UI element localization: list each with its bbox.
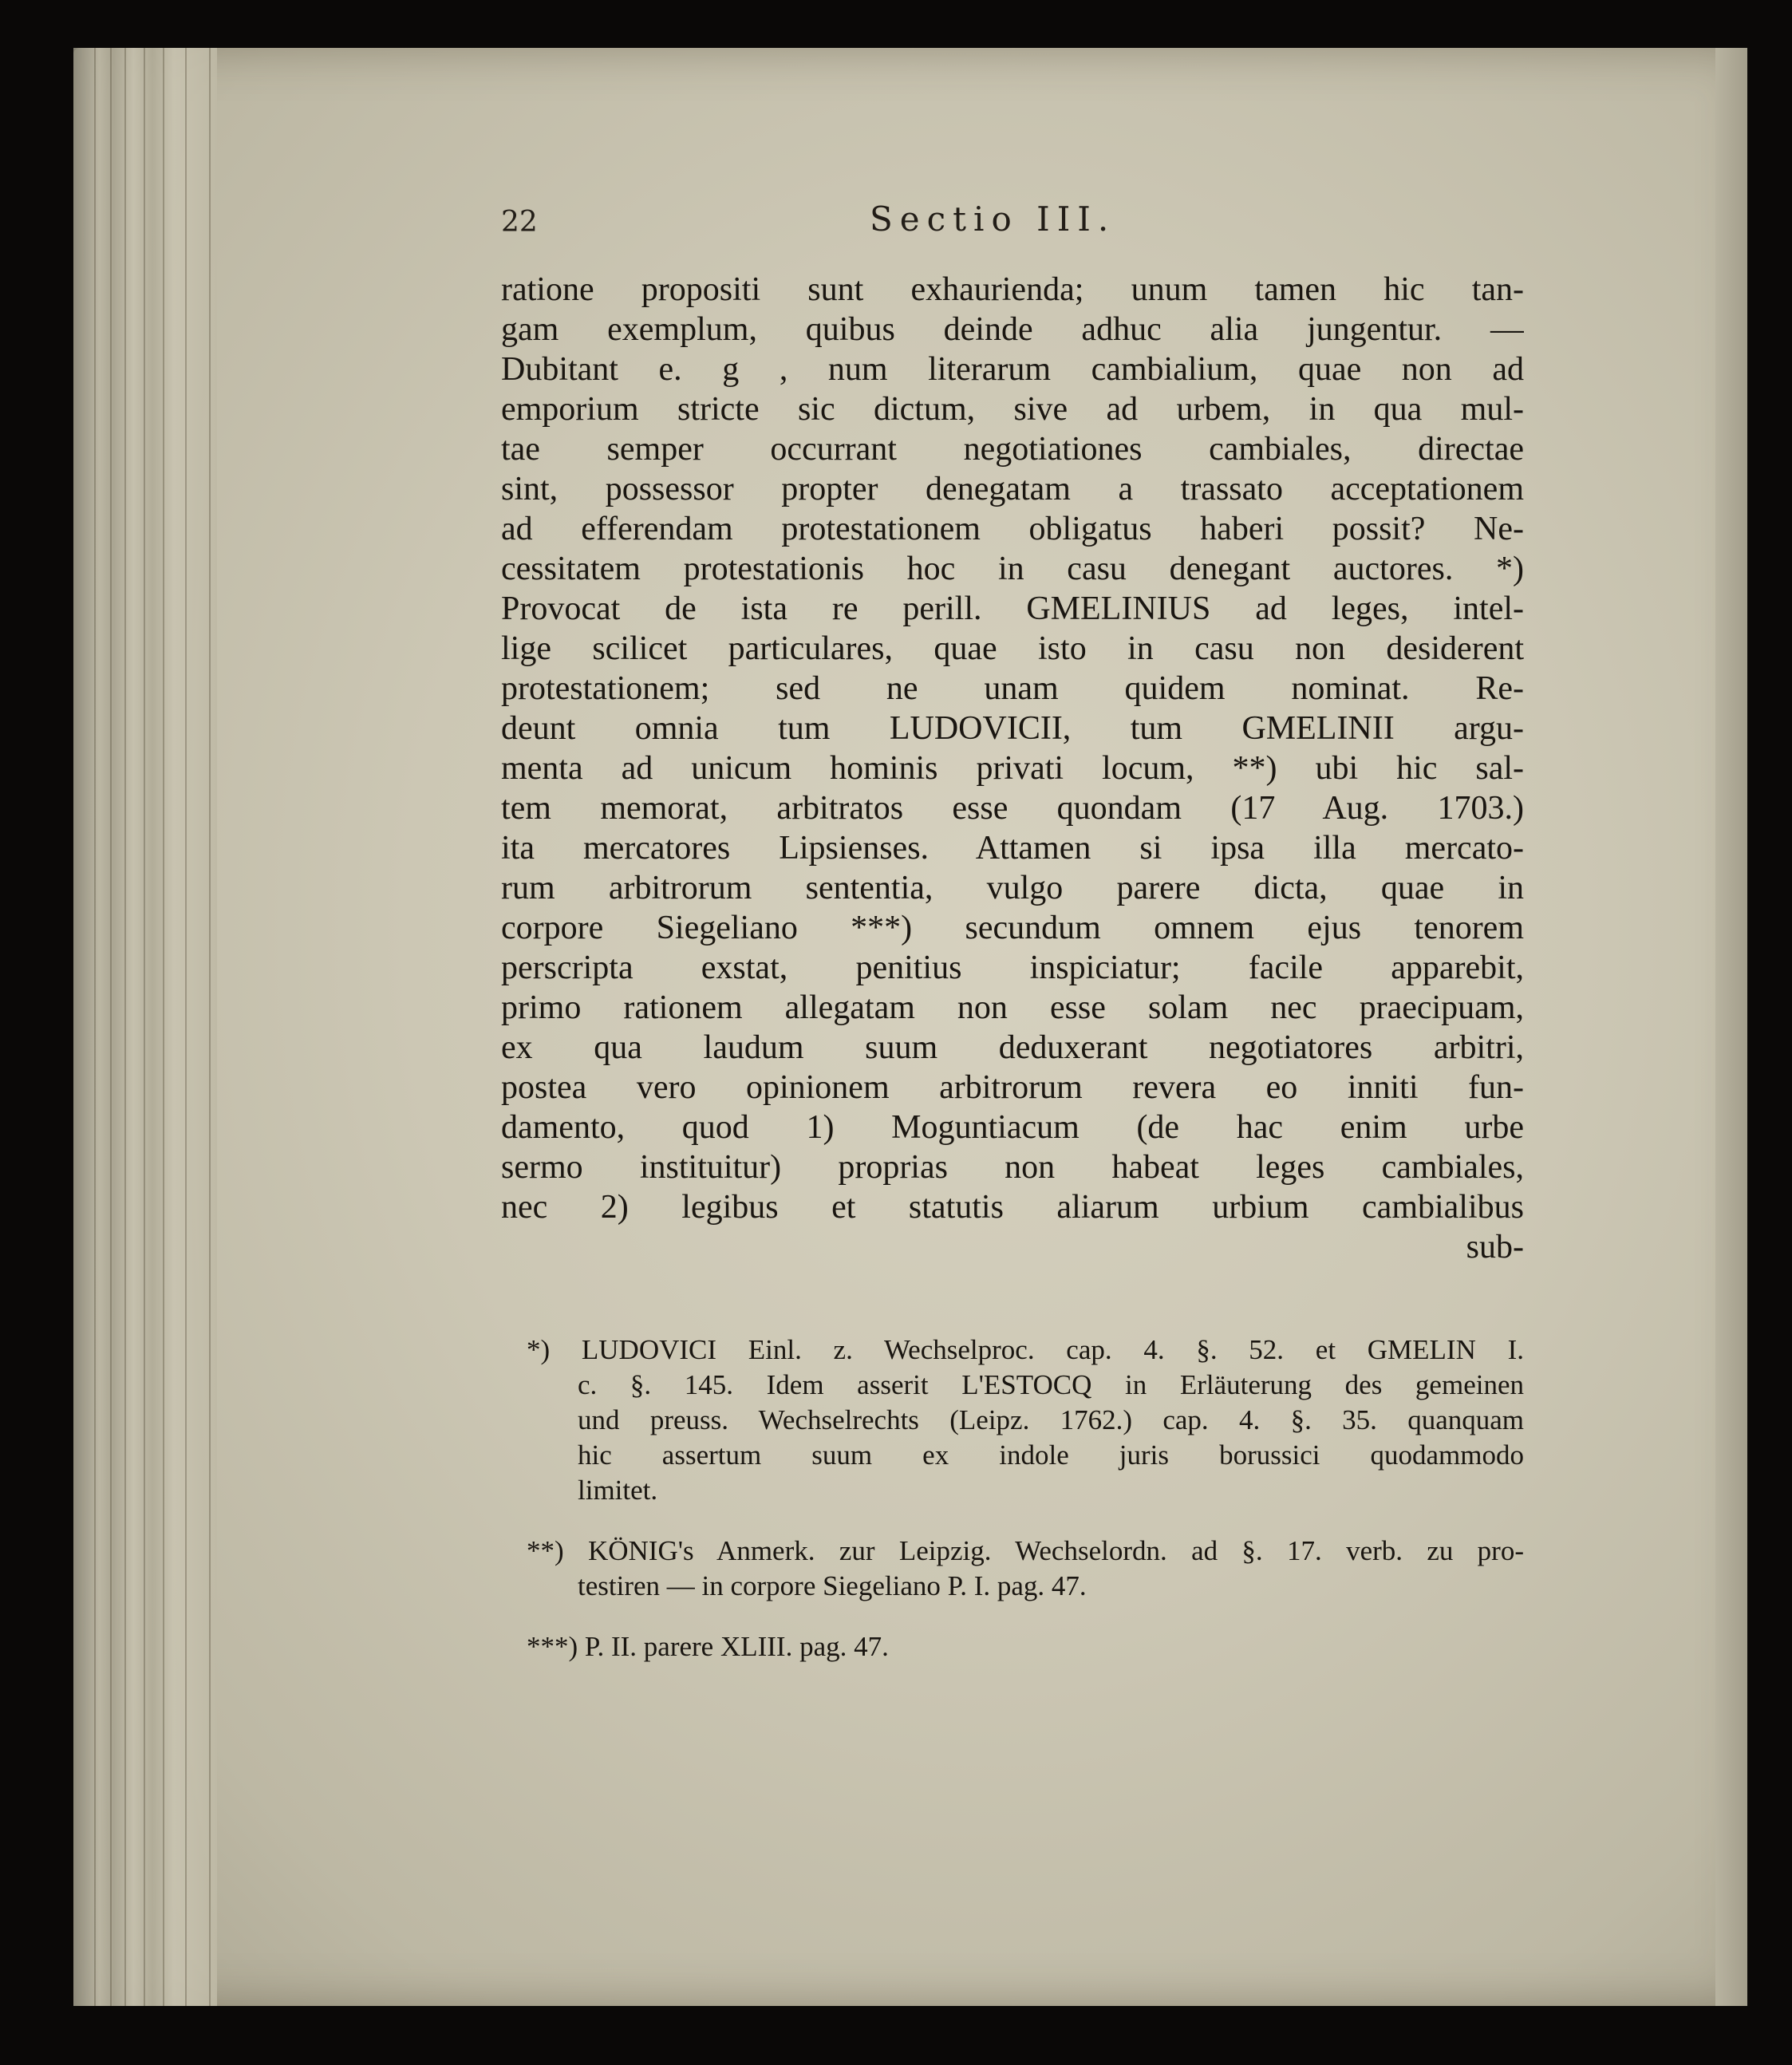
footnote-line: ***) P. II. parere XLIII. pag. 47. — [527, 1631, 889, 1662]
footnote-line: c. §. 145. Idem asserit L'ESTOCQ in Erläuterung des gemeinen — [578, 1369, 1524, 1400]
body-line: postea vero opinionem arbitrorum revera eo inniti fun- — [501, 1069, 1524, 1106]
footnote — [527, 1629, 1524, 1664]
footnote-line: *) LUDOVICI Einl. z. Wechselproc. cap. 4. §. 52. et GMELIN I. — [527, 1334, 1524, 1365]
body-line: ratione propositi sunt exhaurienda; unum tamen hic tan- — [501, 271, 1524, 308]
footnote-line: testiren — in corpore Siegeliano P. I. pag. 47. — [578, 1570, 1087, 1601]
body-line: primo rationem allegatam non esse solam nec praecipuam, — [501, 989, 1524, 1026]
page-edge-line — [94, 48, 96, 2006]
body-line: menta ad unicum hominis privati locum, **) ubi hic sal- — [501, 750, 1524, 787]
page-edge-line — [110, 48, 112, 2006]
running-head: Sectio III. — [870, 199, 1116, 239]
body-line: deunt omnia tum LUDOVICII, tum GMELINII argu- — [501, 710, 1524, 747]
body-line: nec 2) legibus et statutis aliarum urbium cambialibus — [501, 1189, 1524, 1226]
footnote-line: limitet. — [578, 1475, 658, 1506]
page-edge-line — [163, 48, 164, 2006]
body-line: tae semper occurrant negotiationes cambiales, directae — [501, 431, 1524, 468]
body-line: protestationem; sed ne unam quidem nominat. Re- — [501, 670, 1524, 707]
footnote-line: hic assertum suum ex indole juris borussici quodammodo — [578, 1439, 1524, 1471]
page-edge-line — [144, 48, 145, 2006]
body-line: sermo instituitur) proprias non habeat leges cambiales, — [501, 1149, 1524, 1186]
page-header — [501, 199, 1524, 247]
body-line: sint, possessor propter denegatam a trassato acceptationem — [501, 471, 1524, 507]
body-line: corpore Siegeliano ***) secundum omnem ejus tenorem — [501, 910, 1524, 946]
footnote — [527, 1333, 1524, 1508]
footnote-line: und preuss. Wechselrechts (Leipz. 1762.) cap. 4. §. 35. quanquam — [578, 1404, 1524, 1435]
page-right-edge — [1715, 48, 1747, 2006]
body-line: perscripta exstat, penitius inspiciatur; facile apparebit, — [501, 950, 1524, 986]
body-line: damento, quod 1) Moguntiacum (de hac enim urbe — [501, 1109, 1524, 1146]
main-text — [501, 270, 1524, 1267]
body-line: Provocat de ista re perill. GMELINIUS ad leges, intel- — [501, 590, 1524, 627]
body-line: ad efferendam protestationem obligatus haberi possit? Ne- — [501, 511, 1524, 547]
body-line: sub- — [1466, 1229, 1524, 1265]
footnotes — [527, 1333, 1524, 1690]
page-gutter — [73, 48, 217, 2006]
footnote-line: **) KÖNIG's Anmerk. zur Leipzig. Wechselordn. ad §. 17. verb. zu pro- — [527, 1535, 1524, 1566]
page-edge-line — [209, 48, 211, 2006]
body-line: ita mercatores Lipsienses. Attamen si ipsa illa mercato- — [501, 830, 1524, 867]
page-edge-line — [124, 48, 126, 2006]
body-line: cessitatem protestationis hoc in casu denegant auctores. *) — [501, 551, 1524, 587]
page-edge-line — [185, 48, 187, 2006]
body-line: rum arbitrorum sententia, vulgo parere dicta, quae in — [501, 870, 1524, 906]
body-line: ex qua laudum suum deduxerant negotiatores arbitri, — [501, 1029, 1524, 1066]
body-line: Dubitant e. g , num literarum cambialium, quae non ad — [501, 351, 1524, 388]
body-line: lige scilicet particulares, quae isto in casu non desiderent — [501, 630, 1524, 667]
page-number: 22 — [501, 206, 538, 239]
footnote — [527, 1534, 1524, 1604]
body-line: emporium stricte sic dictum, sive ad urbem, in qua mul- — [501, 391, 1524, 428]
body-line: tem memorat, arbitratos esse quondam (17 Aug. 1703.) — [501, 790, 1524, 827]
body-line: gam exemplum, quibus deinde adhuc alia jungentur. — — [501, 311, 1524, 348]
